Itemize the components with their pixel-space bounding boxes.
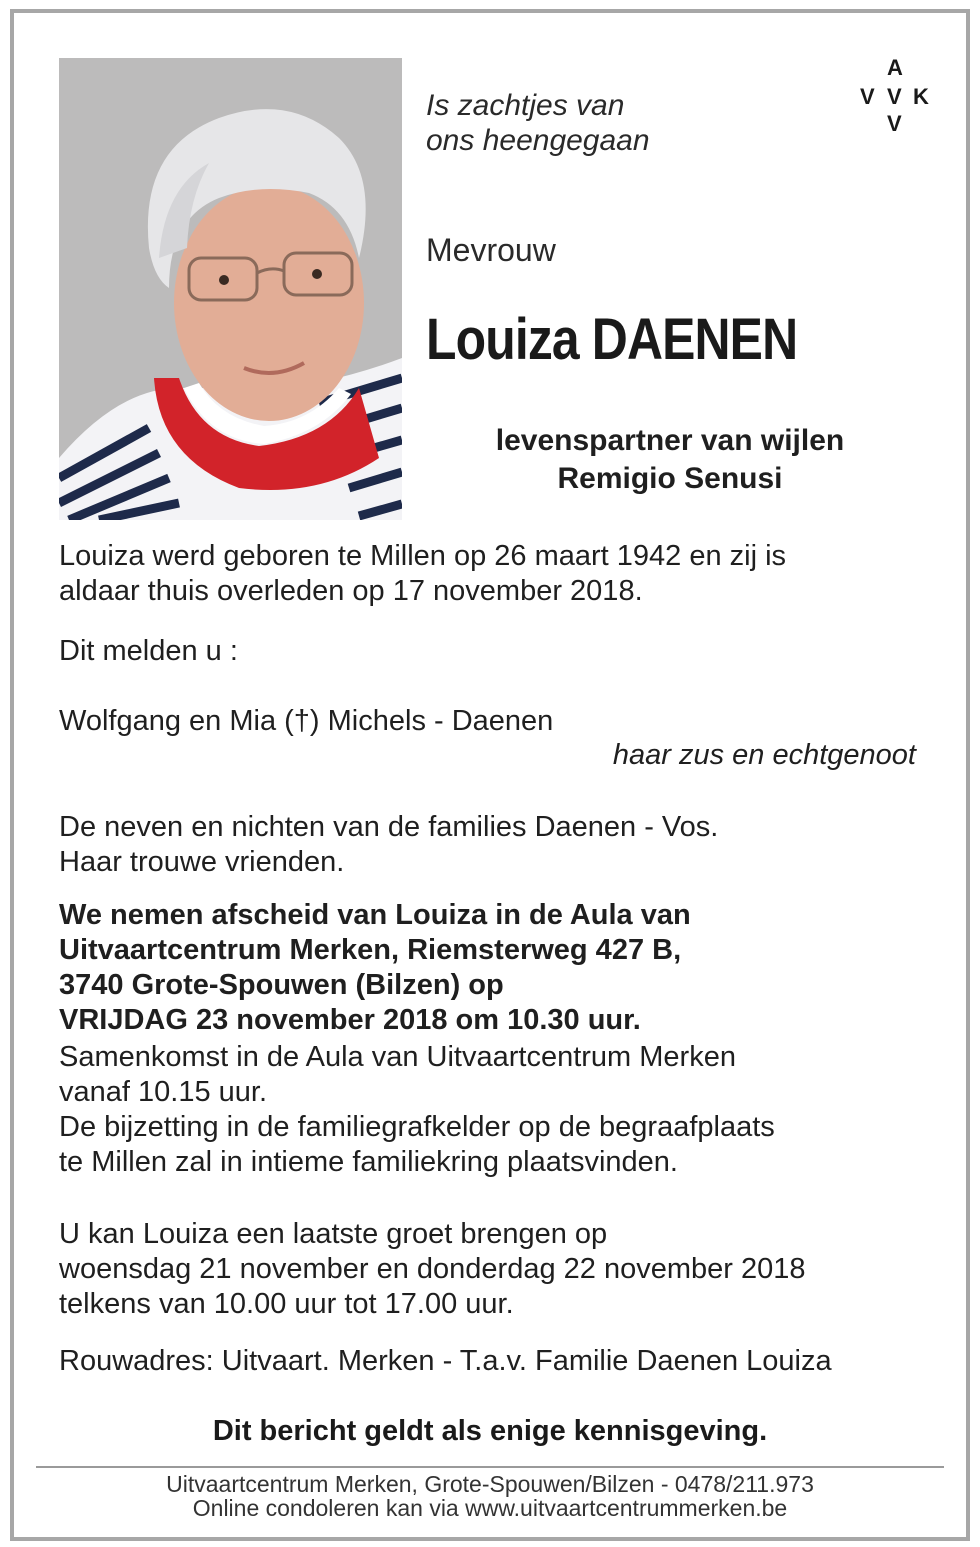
gathering-line-4: te Millen zal in intieme familiekring plaatsvinden. (59, 1146, 678, 1178)
partner-text (442, 422, 898, 498)
visit-line-1: U kan Louiza een laatste groet brengen op (59, 1218, 608, 1250)
visit-line-3: telkens van 10.00 uur tot 17.00 uur. (59, 1288, 514, 1320)
announce-text: Dit melden u : (59, 635, 238, 667)
portrait-photo (59, 58, 402, 520)
ceremony-line-1: We nemen afscheid van Louiza in de Aula van (59, 899, 691, 931)
ceremony-text (59, 898, 691, 1038)
logo-letter-center: V (887, 84, 902, 109)
birth-line-2: aldaar thuis overleden op 17 november 2018. (59, 575, 643, 607)
deceased-name: Louiza DAENEN (426, 307, 798, 372)
visit-line-2: woensdag 21 november en donderdag 22 november 2018 (59, 1253, 806, 1285)
closing-statement: Dit bericht geldt als enige kennisgeving. (212, 1415, 768, 1447)
other-relatives (59, 810, 718, 880)
intro-text (426, 88, 650, 158)
partner-line-1: levenspartner van wijlen (495, 424, 845, 457)
visit-text (59, 1217, 806, 1322)
footer-divider (36, 1466, 944, 1468)
ceremony-line-2: Uitvaartcentrum Merken, Riemsterweg 427 B, (59, 934, 682, 966)
gathering-text (59, 1040, 775, 1180)
gathering-line-2: vanaf 10.15 uur. (59, 1076, 267, 1108)
family-names: Wolfgang en Mia (†) Michels - Daenen (59, 705, 554, 737)
logo-letter-right: K (913, 84, 929, 109)
intro-line-1: Is zachtjes van (426, 89, 625, 122)
mourning-address: Rouwadres: Uitvaart. Merken - T.a.v. Familie Daenen Louiza (59, 1345, 832, 1377)
logo-letter-left: V (860, 84, 875, 109)
honorific: Mevrouw (426, 232, 556, 268)
ceremony-line-3: 3740 Grote-Spouwen (Bilzen) op (59, 969, 504, 1001)
logo-letter-top: A (887, 55, 903, 80)
others-line-1: De neven en nichten van de families Daenen - Vos. (59, 811, 719, 843)
birth-death-text (59, 539, 786, 609)
vvk-cross-logo (856, 57, 936, 137)
footer-website: Online condoleren kan via www.uitvaartcentrummerken.be (192, 1495, 788, 1521)
gathering-line-1: Samenkomst in de Aula van Uitvaartcentrum Merken (59, 1041, 736, 1073)
partner-line-2: Remigio Senusi (557, 462, 783, 495)
others-line-2: Haar trouwe vrienden. (59, 846, 345, 878)
family-relation: haar zus en echtgenoot (612, 739, 916, 771)
gathering-line-3: De bijzetting in de familiegrafkelder op de begraafplaats (59, 1111, 775, 1143)
intro-line-2: ons heengegaan (426, 124, 650, 157)
footer-contact: Uitvaartcentrum Merken, Grote-Spouwen/Bilzen - 0478/211.973 (166, 1471, 814, 1497)
birth-line-1: Louiza werd geboren te Millen op 26 maart 1942 en zij is (59, 540, 787, 572)
logo-letter-bottom: V (887, 111, 902, 136)
ceremony-line-4: VRIJDAG 23 november 2018 om 10.30 uur. (59, 1004, 641, 1036)
